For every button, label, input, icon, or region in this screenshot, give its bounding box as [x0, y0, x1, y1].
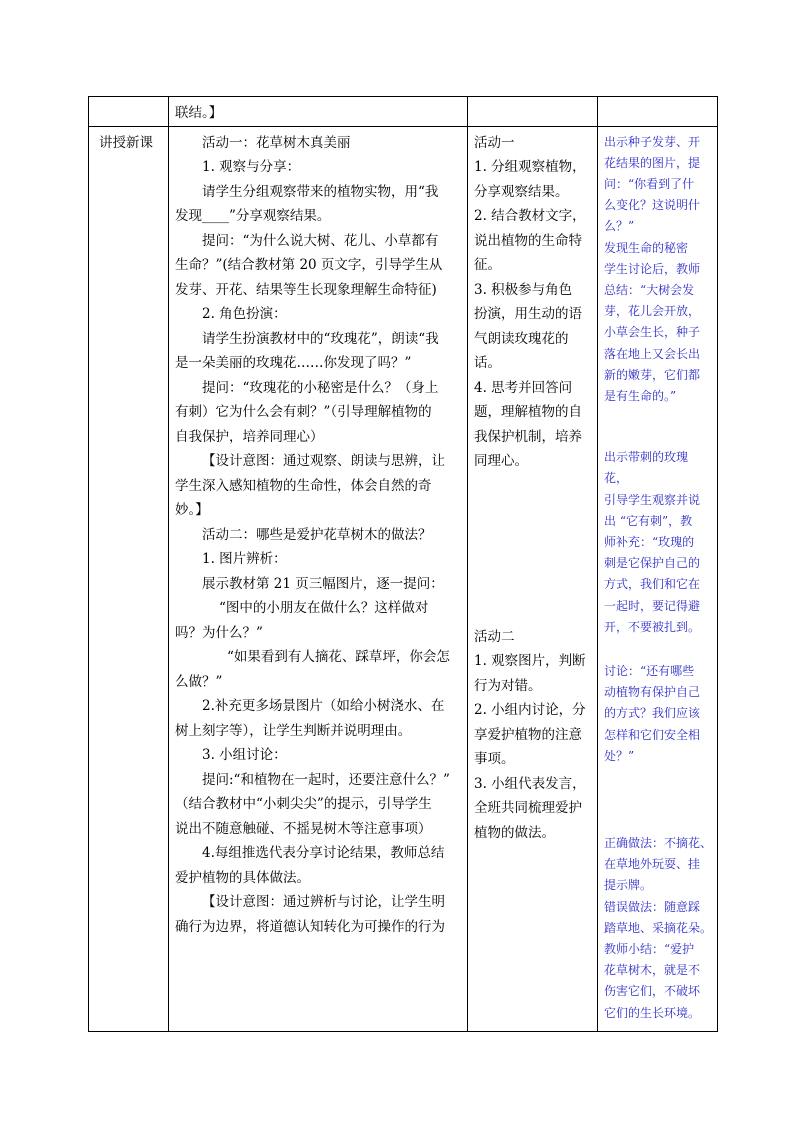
student-line: 分享观察结果。 — [474, 183, 569, 200]
note-line: 伤害它们，不破坏 — [604, 984, 701, 999]
student-activity-1 — [474, 131, 592, 474]
teacher-line: 提问：“为什么说大树、花儿、小草都有 — [202, 232, 439, 249]
note-line: 落在地上又会长出 — [604, 346, 701, 361]
student-line: 全班共同梳理爱护 — [474, 800, 582, 816]
note-line: 发现生命的秘密 — [604, 240, 689, 255]
teacher-line: 提问：“玫瑰花的小秘密是什么？（身上 — [202, 379, 439, 396]
teacher-line: 1. 观察与分享： — [202, 159, 301, 175]
student-line: 4. 思考并回答问 — [474, 379, 573, 396]
student-line: 1. 分组观察植物， — [474, 159, 586, 175]
student-line: 活动二 — [474, 628, 515, 645]
note-line: 引导学生观察并说 — [604, 492, 701, 507]
teacher-line: 发现____”分享观察结果。 — [175, 208, 331, 224]
teacher-line: 么做？” — [175, 673, 223, 690]
note-line: 么？” — [604, 219, 635, 234]
teacher-line: 学生深入感知植物的生命性，体会自然的奇 — [175, 477, 432, 494]
student-line: 2. 小组内讨论，分 — [474, 702, 586, 718]
activity2-title: 活动二：哪些是爱护花草树木的做法？ — [202, 526, 432, 543]
note-line: 新的嫩芽，它们都 — [604, 367, 701, 382]
note-line: 处？” — [604, 748, 635, 763]
student-line: 气朗读玫瑰花的 — [474, 330, 569, 347]
note-line: 芽，花儿会开放， — [604, 304, 701, 319]
note-line: 出示种子发芽、开 — [604, 134, 701, 149]
note-line: 开，不要被扎到。 — [604, 619, 701, 634]
activity1-title: 活动一：花草树木真美丽 — [202, 134, 351, 151]
student-activity-2 — [474, 625, 592, 846]
student-activity-cell — [468, 126, 598, 1031]
table-row — [89, 126, 718, 1031]
note-line: 正确做法：不摘花、 — [604, 835, 713, 850]
teacher-line: 2. 角色扮演： — [202, 306, 287, 322]
student-line: 1. 观察图片，判断 — [474, 653, 586, 669]
note-line: 方式，我们和它在 — [604, 577, 701, 592]
student-line: 题，理解植物的自 — [474, 404, 582, 420]
student-line: 事项。 — [474, 751, 515, 767]
student-line: 活动一 — [474, 134, 515, 151]
student-line: 话。 — [474, 355, 501, 371]
note-line: 错误做法：随意踩 — [604, 899, 701, 914]
student-line: 说出植物的生命特 — [474, 232, 582, 249]
teacher-line: （结合教材中“小刺尖尖”的提示，引导学生 — [175, 796, 432, 812]
student-line: 扮演，用生动的语 — [474, 306, 582, 322]
note-line: 学生讨论后，教师 — [604, 261, 701, 276]
teacher-line: 请学生分组观察带来的植物实物，用“我 — [202, 183, 439, 200]
student-line: 植物的做法。 — [474, 824, 555, 841]
lesson-plan-table — [88, 96, 718, 1032]
note-line: 怎样和它们安全相 — [604, 727, 701, 742]
teacher-line: 生命？”(结合教材第 20 页文字，引导学生从 — [175, 257, 443, 273]
note-line: 花草树木，就是不 — [604, 963, 701, 978]
note-line: 提示牌。 — [604, 878, 653, 893]
note-line: 出示带刺的玫瑰 — [604, 450, 689, 465]
teacher-line: 说出不随意触碰、不摇晃树木等注意事项） — [175, 820, 432, 837]
teacher-line: 1. 图片辨析： — [202, 551, 287, 567]
row1-col1 — [89, 97, 169, 127]
note-line: 花结果的图片，提 — [604, 155, 701, 170]
teacher-line: 提问:“和植物在一起时，还要注意什么？” — [202, 771, 450, 788]
teacher-line: “如果看到有人摘花、踩草坪，你会怎 — [227, 649, 450, 665]
teacher-line: 是一朵美丽的玫瑰花……你发现了吗？” — [175, 355, 412, 371]
student-line: 我保护机制，培养 — [474, 428, 582, 445]
teacher-line: 有刺）它为什么会有刺？”（引导理解植物的 — [175, 404, 432, 420]
teacher-line: 确行为边界，将道德认知转化为可操作的行为 — [175, 918, 445, 935]
design-intent-1: 【设计意图：通过观察、朗读与思辨，让 — [202, 453, 445, 469]
student-line: 享爱护植物的注意 — [474, 726, 582, 743]
note-line: 它们的生长环境。 — [604, 1005, 701, 1020]
teacher-line: 吗？为什么？” — [175, 624, 263, 641]
note-line: 师补充：“玫瑰的 — [604, 534, 695, 549]
student-line: 2. 结合教材文字， — [474, 208, 586, 224]
teacher-line: “图中的小朋友在做什么？这样做对 — [219, 600, 429, 616]
notes-block — [604, 132, 712, 408]
note-line: 一起时，要记得避 — [604, 598, 701, 613]
teacher-line: 自我保护，培养同理心） — [175, 428, 324, 445]
note-line: 的方式？我们应该 — [604, 706, 701, 721]
teacher-line: 妙。】 — [175, 502, 209, 518]
student-line: 行为对错。 — [474, 677, 542, 694]
note-line: 总结：“大树会发 — [604, 282, 695, 297]
table-row — [89, 97, 718, 127]
teacher-line: 2.补充更多场景图片（如给小树浇水、在 — [202, 698, 445, 714]
student-line: 征。 — [474, 257, 501, 273]
teacher-line: 树上刻字等），让学生判断并说明理由。 — [175, 722, 412, 739]
note-line: 么变化？这说明什 — [604, 198, 701, 213]
note-line: 小草会生长，种子 — [604, 325, 701, 340]
note-line: 教师小结：“爱护 — [604, 942, 695, 956]
notes-block — [604, 661, 712, 767]
student-line: 同理心。 — [474, 453, 528, 469]
note-line: 动植物有保护自己 — [604, 685, 701, 700]
teacher-activity-cell — [169, 126, 468, 1031]
teaching-notes-cell — [598, 126, 718, 1031]
note-line: 讨论：“还有哪些 — [604, 663, 695, 678]
note-line: 花， — [604, 471, 629, 486]
note-line: 问：“你看到了什 — [604, 176, 695, 191]
teacher-line: 发芽、开花、结果等生长现象理解生命特征) — [175, 281, 437, 298]
teacher-line: 爱护植物的具体做法。 — [175, 869, 310, 886]
note-line: 踏草地、采摘花朵。 — [604, 920, 713, 935]
note-line: 在草地外玩耍、挂 — [604, 857, 701, 872]
section-label-cell — [89, 126, 169, 1031]
note-line: 刺是它保护自己的 — [604, 556, 701, 571]
design-intent-2: 【设计意图：通过辨析与讨论，让学生明 — [202, 894, 445, 910]
teacher-line: 展示教材第 21 页三幅图片，逐一提问： — [202, 575, 444, 592]
teacher-line: 请学生扮演教材中的“玫瑰花”，朗读“我 — [202, 330, 439, 347]
row1-col4 — [598, 97, 718, 127]
row1-col2: 联结。】 — [169, 97, 468, 127]
notes-block — [604, 833, 712, 1024]
notes-block — [604, 447, 712, 638]
note-line: 出 “它有刺”，教 — [604, 513, 693, 528]
student-line: 3. 积极参与角色 — [474, 281, 573, 298]
section-label: 讲授新课 — [99, 134, 153, 151]
row1-col3 — [468, 97, 598, 127]
teacher-line: 4.每组推选代表分享讨论结果，教师总结 — [202, 845, 445, 861]
teacher-line: 3. 小组讨论： — [202, 747, 287, 763]
student-line: 3. 小组代表发言， — [474, 775, 586, 792]
note-line: 是有生命的。” — [604, 388, 677, 403]
